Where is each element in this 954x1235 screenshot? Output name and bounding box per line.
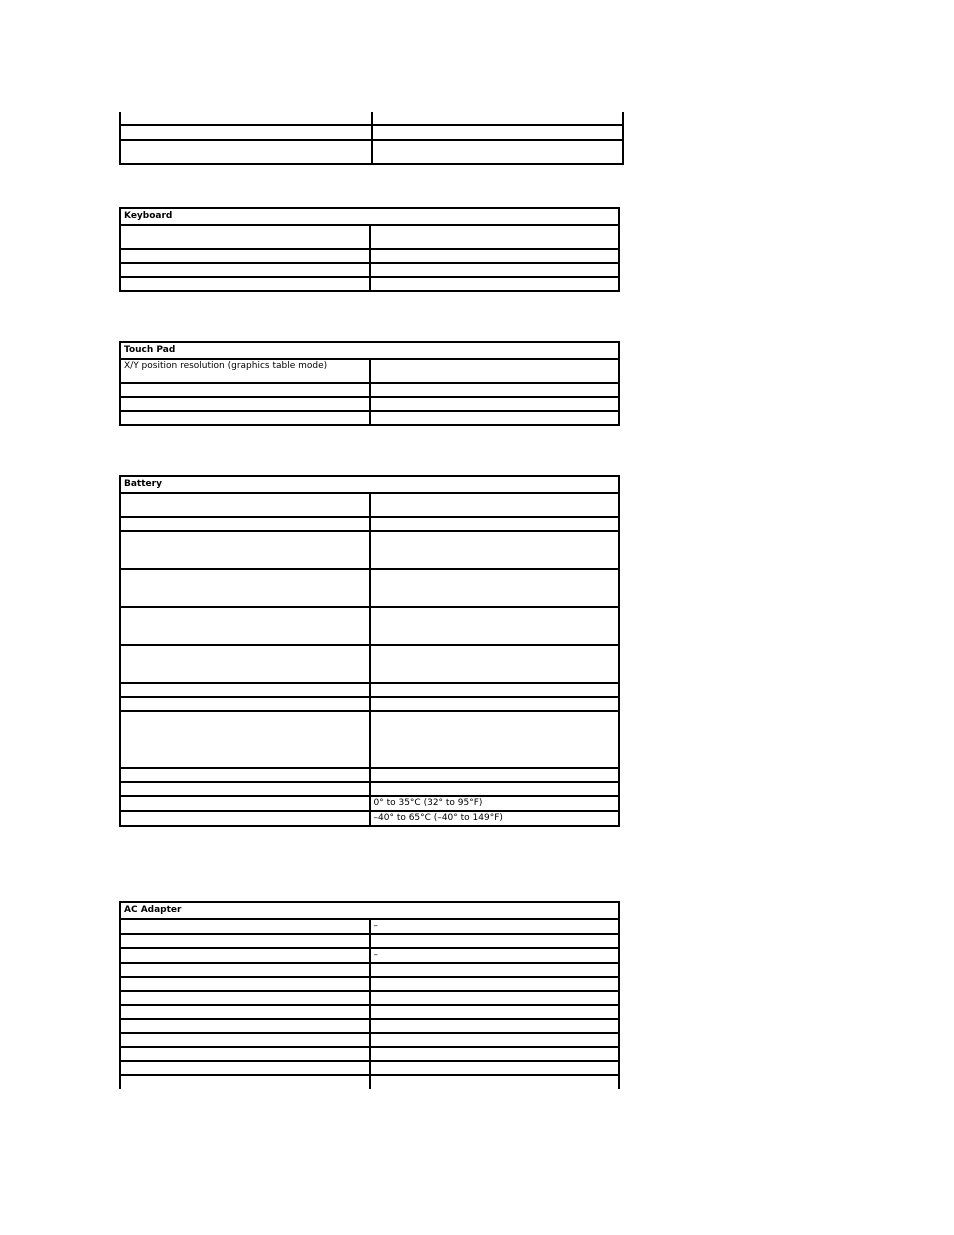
spec-label [120,1061,370,1075]
spec-label [120,112,372,125]
spec-value [370,397,620,411]
spec-value [372,140,623,164]
spec-label [120,517,370,531]
spec-value [370,711,620,768]
spec-value [370,225,620,249]
spec-value [370,963,620,977]
spec-value [370,607,620,645]
spec-label [120,782,370,796]
spec-label [120,991,370,1005]
spec-label [120,963,370,977]
keyboard-spec-table [119,207,620,292]
spec-value: – [370,948,620,963]
spec-label [120,125,372,140]
spec-value [372,125,623,140]
keyboard-table-title: Keyboard [120,208,619,225]
touchpad-spec-table [119,341,620,426]
battery-table-title: Battery [120,476,619,493]
spec-label [120,225,370,249]
spec-label [120,645,370,683]
spec-value [370,517,620,531]
spec-value [370,263,620,277]
spec-value [370,645,620,683]
spec-label [120,1019,370,1033]
spec-value [370,383,620,397]
spec-label [120,948,370,963]
spec-value [370,1075,620,1089]
spec-table-fragment [119,112,624,165]
spec-value [370,493,620,517]
spec-label [120,397,370,411]
spec-value: – [370,919,620,934]
operating-temperature-value: 0° to 35°C (32° to 95°F) [370,796,620,811]
spec-label [120,277,370,291]
spec-value [370,1033,620,1047]
ac-adapter-spec-table [119,901,620,1089]
spec-value [370,1019,620,1033]
touchpad-table-title: Touch Pad [120,342,619,359]
spec-label [120,1033,370,1047]
spec-label [120,934,370,948]
spec-value [370,1061,620,1075]
spec-value [370,991,620,1005]
spec-label: X/Y position resolution (graphics table mode) [120,359,370,383]
spec-label [120,1005,370,1019]
spec-value [370,531,620,569]
spec-label [120,411,370,425]
spec-label [120,531,370,569]
storage-temperature-value: –40° to 65°C (–40° to 149°F) [370,811,620,826]
spec-label [120,711,370,768]
spec-value [370,411,620,425]
spec-value [372,112,623,125]
spec-value [370,683,620,697]
spec-label [120,811,370,826]
spec-value [370,697,620,711]
spec-label [120,249,370,263]
spec-value [370,359,620,383]
spec-label [120,697,370,711]
spec-label [120,768,370,782]
spec-label [120,383,370,397]
spec-label [120,977,370,991]
spec-value [370,934,620,948]
spec-value [370,768,620,782]
spec-label [120,140,372,164]
spec-value [370,569,620,607]
spec-label [120,796,370,811]
spec-value [370,249,620,263]
spec-value [370,977,620,991]
spec-label [120,569,370,607]
spec-value [370,1047,620,1061]
spec-value [370,1005,620,1019]
spec-label [120,493,370,517]
spec-label [120,683,370,697]
ac-adapter-table-title: AC Adapter [120,902,619,919]
spec-value [370,782,620,796]
spec-label [120,1047,370,1061]
spec-label [120,919,370,934]
spec-value [370,277,620,291]
spec-label [120,1075,370,1089]
spec-label [120,607,370,645]
battery-spec-table [119,475,620,827]
spec-label [120,263,370,277]
